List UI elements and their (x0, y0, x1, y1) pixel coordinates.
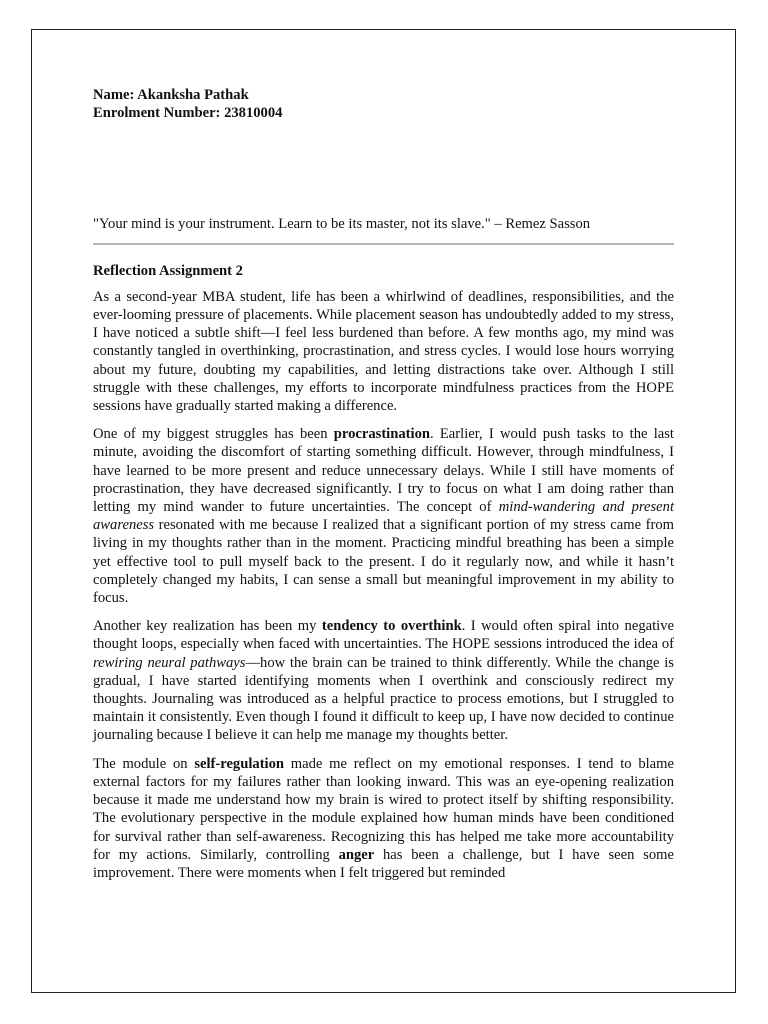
paragraph-3-text-c: . I would often spiral into negative thought loops, especially when faced with uncertainties. The HOPE sessions introduced the idea of (93, 618, 674, 653)
document-body (93, 86, 674, 882)
paragraph-2-bold-term: procrastination (333, 426, 430, 443)
paragraph-2-text-a: One of my biggest struggles has been (93, 426, 334, 443)
paragraph-3 (93, 617, 674, 744)
paragraph-4-text-c: made me reflect on my emotional responses. I tend to blame external factors for my failures rather than looking inward. This was an eye-opening realization because it made me understand how my brain is wired to protect itself by shifting responsibility. The evolutionary perspective in the module explained how human minds have been conditioned for survival rather than self-awareness. Recognizing this has helped me take more accountability for my actions. Similarly, controlling (93, 755, 674, 863)
paragraph-2-text-c: . Earlier, I would push tasks to the last minute, avoiding the discomfort of starting something difficult. However, through mindfulness, I have learned to be more present and reduce unnecessary delays. While I still have moments of procrastination, they have decreased significantly. I try to focus on what I am doing rather than letting my mind wander to future uncertainties. The concept of (93, 426, 674, 516)
paragraph-3-bold-term: tendency to overthink (321, 618, 462, 635)
paragraph-1-text: As a second-year MBA student, life has been a whirlwind of deadlines, responsibilities, and the ever-looming pressure of placements. While placement season has undoubtedly added to my stress, I have noticed a subtle shift—I feel less burdened than before. A few months ago, my mind was constantly tangled in overthinking, procrastination, and stress cycles. I would lose hours worrying about my future, doubting my capabilities, and letting distractions take over. Although I still struggle with these challenges, my efforts to incorporate mindfulness practices from the HOPE sessions have gradually started making a difference. (93, 288, 674, 415)
paragraph-4-bold-term-2: anger (338, 846, 375, 863)
epigraph-quote: "Your mind is your instrument. Learn to be its master, not its slave." – Remez Sasson (93, 216, 591, 233)
horizontal-rule (93, 243, 674, 245)
paragraph-3-italic-term: rewiring neural pathways (93, 654, 246, 671)
paragraph-4-bold-term: self-regulation (194, 755, 285, 772)
paragraph-4 (93, 755, 674, 882)
paragraph-2 (93, 425, 674, 607)
paragraph-3-text-e: —how the brain can be trained to think differently. While the change is gradual, I have started identifying moments when I overthink and consciously redirect my thoughts. Journaling was introduced as a helpful practice to process emotions, but I struggled to maintain it consistently. Even though I found it difficult to keep up, I have now decided to continue journaling because I believe it can help me manage my thoughts better. (93, 654, 674, 744)
paragraph-1 (93, 288, 674, 415)
paragraph-2-text-e: resonated with me because I realized that a significant portion of my stress came from living in my thoughts rather than in the moment. Practicing mindful breathing has been a simple yet effective tool to pull myself back to the present. I do it regularly now, and while it hasn’t completely changed my habits, I can sense a small but meaningful improvement in my ability to focus. (93, 517, 674, 607)
paragraph-2-italic-term: mind-wandering and present awareness (93, 499, 674, 534)
enrolment-number: Enrolment Number: 23810004 (93, 105, 283, 122)
student-name: Name: Akanksha Pathak (93, 87, 249, 103)
section-title: Reflection Assignment 2 (93, 262, 243, 279)
paragraph-3-text-a: Another key realization has been my (93, 618, 322, 635)
paragraph-4-text-e: has been a challenge, but I have seen some improvement. There were moments when I felt triggered but reminded (93, 846, 674, 881)
paragraph-4-text-a: The module on (93, 755, 195, 772)
